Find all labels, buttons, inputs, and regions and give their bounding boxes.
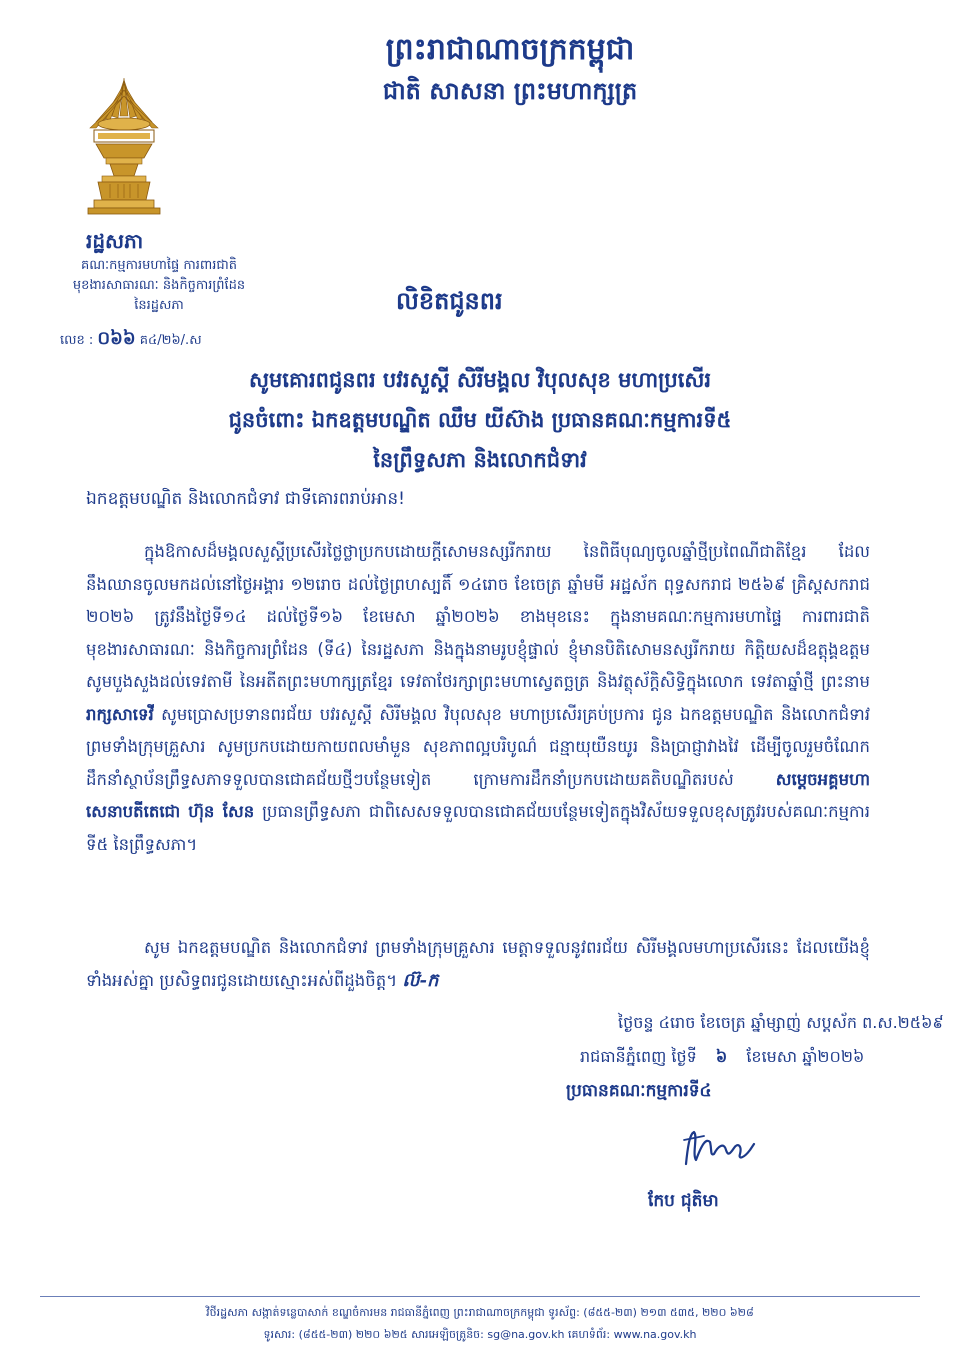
committee-line: នៃរដ្ឋសភា [134,298,184,313]
footer-divider [40,1296,920,1297]
subject-line: ជូនចំពោះ ឯកឧត្តមបណ្ឌិត ឈឹម យីស៊ាង ប្រធានគណៈកម្មការទី៥ [228,407,732,432]
reference-number [60,326,202,353]
salutation: ឯកឧត្តមបណ្ឌិត និងលោកជំទាវ ជាទីគោរពរាប់អាន! [86,489,405,509]
national-motto: ជាតិ សាសនា ព្រះមហាក្សត្រ [382,76,638,105]
letter-subject [40,360,920,480]
national-assembly-emblem-icon [80,76,168,216]
signer-name: កែប ជុតិមា [648,1191,719,1211]
reference-handwritten-number: ០៦៦ [97,328,136,349]
body-bold-name: រាក្សសាទេវី [86,704,154,724]
document-title: លិខិតជូនពរ [396,286,503,315]
date-solar-day: ៦ [715,1047,728,1066]
reference-suffix: គ៤/២៦/.ស [139,333,202,348]
committee-line: មុខងារសាធារណៈ និងកិច្ចការព្រំដែន [72,278,246,293]
footer-address: វិថីរដ្ឋសភា សង្កាត់ទន្លេបាសាក់ ខណ្ឌចំការមន រាជធានីភ្នំពេញ ព្រះរាជាណាចក្រកម្ពុជា ទូរស័ព្ទ: (៨៥៥-២៣) ២១៣ ៥៣៥, ២២០ ៦២៨ [206,1306,754,1319]
committee-line: គណៈកម្មការមហាផ្ទៃ ការពារជាតិ [81,258,237,273]
handwritten-signature-icon [680,1124,760,1174]
letter-body [86,536,870,861]
date-solar [580,1046,864,1070]
signer-title: ប្រធានគណៈកម្មការទី៤ [566,1081,712,1101]
body-bold-title: សម្តេចអគ្គមហាសេនាបតីតេជោ [86,769,871,821]
handwritten-initials: ល៊-ក [402,969,439,991]
date-lunar: ថ្ងៃចន្ទ ៤រោច ខែចេត្រ ឆ្នាំម្សាញ់ សប្តស័ក ព.ស.២៥៦៩ [618,1013,944,1032]
body-text: ក្នុងឱកាសដ៏មង្គលសួស្តីប្រសើរថ្លៃថ្លាប្រកបដោយក្តីសោមនស្សរីករាយ នៃពិធីបុណ្យចូលឆ្នាំថ្មីប្រពៃណីជាតិខ្មែរ ដែលនឹងឈានចូលមកដល់នៅថ្ងៃអង្គារ ១២រោច ដល់ថ្ងៃព្រហស្បតិ៍ ១៤រោច ខែចេត្រ ឆ្នាំមមី អដ្ឋស័ក ពុទ្ធសករាជ ២៥៦៩ គ្រិស្តសករាជ ២០២៦ ត្រូវនឹងថ្ងៃទី១៤ ដល់ថ្ងៃទី១៦ ខែមេសា ឆ្នាំ២០២៦ ខាងមុខនេះ ក្នុងនាមគណៈកម្មការមហាផ្ទៃ ការពារជាតិ មុខងារសាធារណៈ និងកិច្ចការព្រំដែន (ទី៤) នៃរដ្ឋសភា និងក្នុងនាមរូបខ្ញុំផ្ទាល់ ខ្ញុំមានបិតិសោមនស្សរីករាយ កិត្តិយសដ៏ឧត្តុង្គឧត្តម សូមបួងសួងដល់ទេវតាមី នៃអតីតព្រះមហាក្សត្រខ្មែរ ទេវតាថែរក្សាព្រះមហាស្វេតច្ឆត្រ និងវត្ថុស័ក្តិសិទ្ធិក្នុងលោក ទេវតាឆ្នាំថ្មី ព្រះនាម [86,542,870,691]
body-bold-name: ហ៊ុន សែន [188,802,255,821]
date-solar-prefix: រាជធានីភ្នំពេញ ថ្ងៃទី [580,1047,697,1066]
subject-line: សូមគោរពជូនពរ បវរសួស្តី សិរីមង្គល វិបុលសុខ មហាប្រសើរ [248,367,712,392]
letter-closing [86,932,870,997]
subject-line: នៃព្រឹទ្ធសភា និងលោកជំទាវ [373,447,587,472]
reference-prefix: លេខ : [60,333,94,348]
footer-contact: ទូរសារ: (៨៥៥-២៣) ២២០ ៦២៥ សារអេឡិចត្រូនិច: sg@na.gov.kh គេហទំព័រ: www.na.gov.kh [263,1328,697,1341]
body-text: សូមប្រោសប្រទានពរជ័យ បវរសួស្តី សិរីមង្គល វិបុលសុខ មហាប្រសើរគ្រប់ប្រការ ជូន ឯកឧត្តមបណ្ឌិត និងលោកជំទាវ ព្រមទាំងក្រុមគ្រួសារ សូមប្រកបដោយកាយពលមាំមួន សុខភាពល្អបរិបូណ៌ ជន្មាយុយឺនយូរ និងប្រាជ្ញាវាងវៃ ដើម្បីចូលរួមចំណែកដឹកនាំស្ថាប័នព្រឹទ្ធសភាទទួលបានជោគជ័យថ្មីៗបន្ថែមទៀត ក្រោមការដឹកនាំប្រកបដោយគតិបណ្ឌិតរបស់ [86,704,870,789]
closing-text: សូម ឯកឧត្តមបណ្ឌិត និងលោកជំទាវ ព្រមទាំងក្រុមគ្រួសារ មេត្តាទទួលនូវពរជ័យ សិរីមង្គលមហាប្រសើរនេះ ដែលយើងខ្ញុំទាំងអស់គ្នា ប្រសិទ្ធពរជូនដោយស្មោះអស់ពីដួងចិត្ត។ [86,938,870,990]
sender-organization: រដ្ឋសភា [86,229,144,253]
body-text: ប្រធានព្រឹទ្ធសភា ជាពិសេសទទួលបានជោគជ័យបន្ថែមទៀតក្នុងវិស័យទទួលខុសត្រូវរបស់គណៈកម្មការទី៥ នៃព្រឹទ្ធសភា។ [86,802,870,854]
sender-committee [54,256,264,316]
date-solar-suffix: ខែមេសា ឆ្នាំ២០២៦ [746,1047,865,1066]
kingdom-heading: ព្រះរាជាណាចក្រកម្ពុជា [385,32,635,67]
